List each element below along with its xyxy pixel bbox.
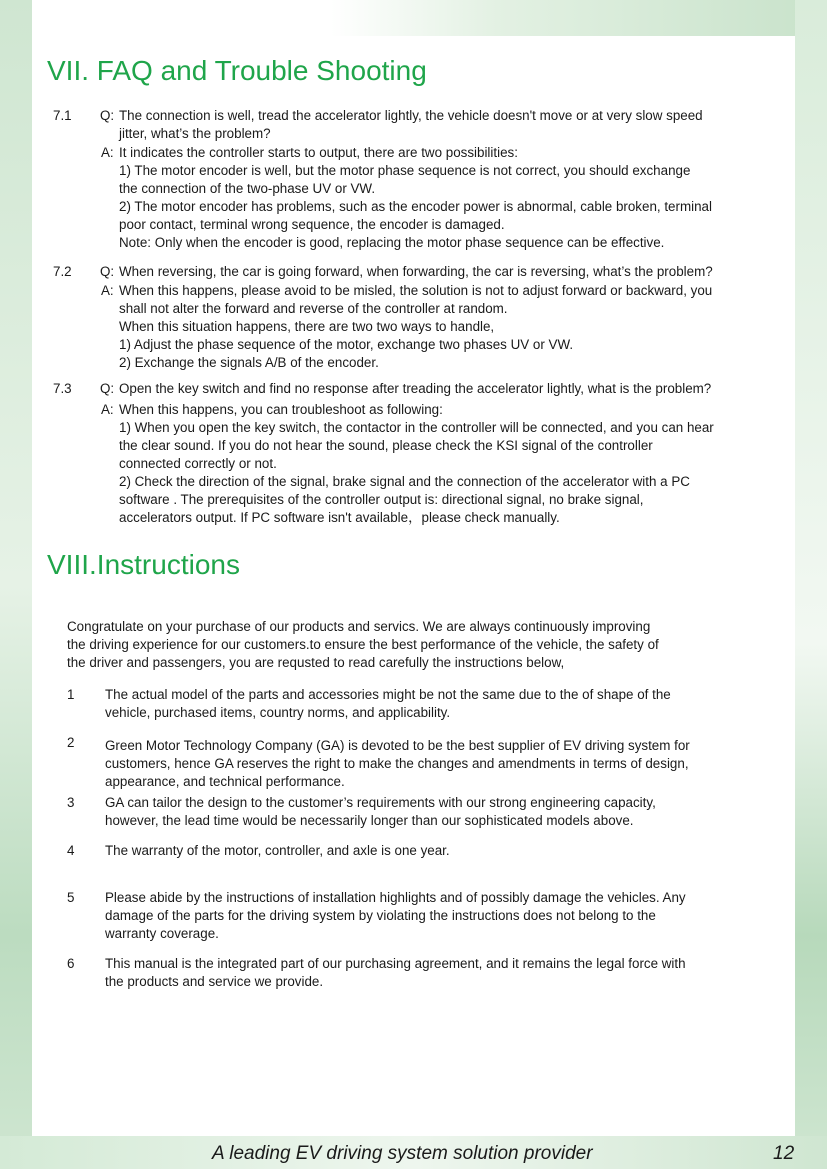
answer-text: 2) Exchange the signals A/B of the encoder. xyxy=(119,355,379,370)
answer-text: 2) Check the direction of the signal, brake signal and the connection of the accelerator with a PC xyxy=(119,474,690,489)
answer-text: accelerators output. If PC software isn't available，please check manually. xyxy=(119,510,560,525)
instruction-text: Green Motor Technology Company (GA) is devoted to be the best supplier of EV driving system for xyxy=(105,738,690,753)
instruction-text: appearance, and technical performance. xyxy=(105,774,345,789)
question-text: Open the key switch and find no response after treading the accelerator lightly, what is the problem? xyxy=(119,381,712,396)
faq-number: 7.3 xyxy=(53,381,72,396)
answer-text: When this happens, you can troubleshoot as following: xyxy=(119,402,443,417)
decorative-left-band xyxy=(0,0,32,1169)
footer-tagline: A leading EV driving system solution provider xyxy=(212,1143,593,1164)
instruction-text: The actual model of the parts and accessories might be not the same due to the of shape of the xyxy=(105,687,671,702)
answer-text: the connection of the two-phase UV or VW. xyxy=(119,181,376,196)
intro-text: Congratulate on your purchase of our products and servics. We are always continuously improving xyxy=(67,619,651,634)
instruction-text: GA can tailor the design to the customer’s requirements with our strong engineering capacity, xyxy=(105,795,656,810)
instruction-text: customers, hence GA reserves the right to make the changes and amendments in terms of design, xyxy=(105,756,689,771)
question-label: Q: xyxy=(100,264,115,279)
answer-label: A: xyxy=(101,402,114,417)
answer-text: shall not alter the forward and reverse of the controller at random. xyxy=(119,301,508,316)
answer-text: 2) The motor encoder has problems, such as the encoder power is abnormal, cable broken, terminal xyxy=(119,199,712,214)
answer-text: When this happens, please avoid to be misled, the solution is not to adjust forward or backward, you xyxy=(119,283,713,298)
instruction-text: damage of the parts for the driving system by violating the instructions does not belong to the xyxy=(105,908,656,923)
answer-text: the clear sound. If you do not hear the sound, please check the KSI signal of the controller xyxy=(119,438,653,453)
intro-text: the driving experience for our customers.to ensure the best performance of the vehicle, the safety of xyxy=(67,637,659,652)
question-text: The connection is well, tread the accelerator lightly, the vehicle doesn't move or at very slow speed xyxy=(119,108,703,123)
answer-text: 1) The motor encoder is well, but the motor phase sequence is not correct, you should exchange xyxy=(119,163,691,178)
instruction-number: 3 xyxy=(67,795,75,810)
question-text: When reversing, the car is going forward, when forwarding, the car is reversing, what’s the problem? xyxy=(119,264,713,279)
instruction-number: 1 xyxy=(67,687,75,702)
question-text: jitter, what’s the problem? xyxy=(119,126,271,141)
answer-text: 1) When you open the key switch, the contactor in the controller will be connected, and you can hear xyxy=(119,420,714,435)
instruction-text: This manual is the integrated part of our purchasing agreement, and it remains the legal force with xyxy=(105,956,686,971)
instruction-text: the products and service we provide. xyxy=(105,974,324,989)
answer-text: poor contact, terminal wrong sequence, the encoder is damaged. xyxy=(119,217,505,232)
answer-text: Note: Only when the encoder is good, replacing the motor phase sequence can be effective. xyxy=(119,235,665,250)
instruction-text: warranty coverage. xyxy=(105,926,219,941)
instruction-text: The warranty of the motor, controller, and axle is one year. xyxy=(105,843,450,858)
faq-number: 7.1 xyxy=(53,108,72,123)
instruction-number: 6 xyxy=(67,956,75,971)
answer-text: When this situation happens, there are two two ways to handle, xyxy=(119,319,495,334)
instruction-text: vehicle, purchased items, country norms, and applicability. xyxy=(105,705,451,720)
instruction-text: however, the lead time would be necessarily longer than our sophisticated models above. xyxy=(105,813,634,828)
instruction-number: 5 xyxy=(67,890,75,905)
intro-text: the driver and passengers, you are requsted to read carefully the instructions below, xyxy=(67,655,565,670)
decorative-top-band xyxy=(0,0,827,36)
answer-text: It indicates the controller starts to output, there are two possibilities: xyxy=(119,145,518,160)
answer-text: connected correctly or not. xyxy=(119,456,277,471)
instruction-number: 2 xyxy=(67,735,75,750)
answer-text: 1) Adjust the phase sequence of the motor, exchange two phases UV or VW. xyxy=(119,337,574,352)
question-label: Q: xyxy=(100,108,115,123)
page-number: 12 xyxy=(773,1143,795,1164)
instruction-text: Please abide by the instructions of installation highlights and of possibly damage the vehicles. Any xyxy=(105,890,686,905)
question-label: Q: xyxy=(100,381,115,396)
answer-text: software . The prerequisites of the controller output is: directional signal, no brake signal, xyxy=(119,492,644,507)
instructions-heading: VIII.Instructions xyxy=(47,549,240,580)
faq-heading: VII. FAQ and Trouble Shooting xyxy=(47,55,427,86)
faq-number: 7.2 xyxy=(53,264,72,279)
answer-label: A: xyxy=(101,283,114,298)
instruction-number: 4 xyxy=(67,843,75,858)
decorative-right-band xyxy=(795,0,827,1169)
answer-label: A: xyxy=(101,145,114,160)
